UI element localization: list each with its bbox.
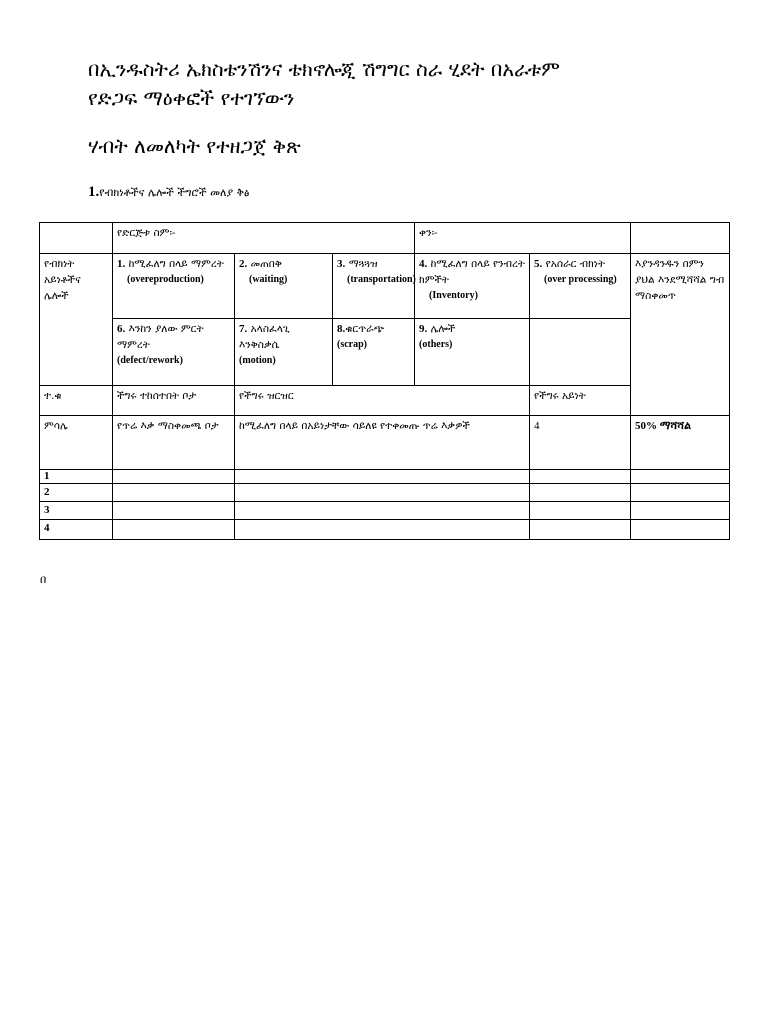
target-cell[interactable] <box>631 520 730 540</box>
col-header-description: የችግሩ ዝርዝር <box>235 386 530 416</box>
waste-english: (over processing) <box>544 274 617 285</box>
waste-num: 8. <box>337 323 346 335</box>
improvement-target-header: እያንዳንዱን በምን ያህል እንደሚሻሻል ግብ ማስቀመጥ <box>631 254 730 416</box>
org-name-field[interactable] <box>113 223 415 254</box>
waste-num: 5. <box>534 258 543 270</box>
waste-type-2 <box>235 254 333 319</box>
waste-types-label: የብክነት አይነቶችና ሌሎች <box>40 254 113 386</box>
row-number: 2 <box>40 484 113 502</box>
blank-cell <box>530 319 631 386</box>
type-cell[interactable] <box>530 484 631 502</box>
waste-amharic: ከሚፈለግ በላይ ማምረት <box>128 258 224 270</box>
section-text: የብክነቶችና ሌሎች ችግሮች መለያ ቅፅ <box>99 186 250 199</box>
waste-type-6 <box>113 319 235 386</box>
type-cell[interactable] <box>530 502 631 520</box>
waste-type-3 <box>333 254 415 319</box>
example-label: ምሳሌ <box>40 416 113 470</box>
waste-amharic: እንከን ያለው ምርት ማምረት <box>117 323 204 351</box>
waste-num: 1. <box>117 258 126 270</box>
location-cell[interactable] <box>113 502 235 520</box>
waste-num: 2. <box>239 258 248 270</box>
section-heading <box>88 184 249 201</box>
waste-amharic: ቁርጥራጭ <box>345 323 385 335</box>
table-row <box>40 502 730 520</box>
target-cell[interactable] <box>631 484 730 502</box>
waste-identification-table <box>39 222 730 540</box>
waste-english: (waiting) <box>249 274 288 285</box>
type-cell[interactable] <box>530 520 631 540</box>
waste-english: (others) <box>419 339 453 350</box>
waste-amharic: ከሚፈለግ በላይ የንብረት ክምችት <box>419 258 525 286</box>
waste-amharic: መጠበቅ <box>250 258 282 270</box>
waste-num: 3. <box>337 258 346 270</box>
location-cell[interactable] <box>113 470 235 484</box>
table-row <box>40 520 730 540</box>
location-cell[interactable] <box>113 484 235 502</box>
waste-num: 6. <box>117 323 126 335</box>
blank-cell <box>40 223 113 254</box>
row-number: 1 <box>40 470 113 484</box>
table-row <box>40 484 730 502</box>
waste-english: (overeproduction) <box>127 274 204 285</box>
waste-english: (motion) <box>239 355 276 366</box>
waste-english: (Inventory) <box>429 290 478 301</box>
org-name-label: የድርጅቱ ስም፡- <box>117 227 176 239</box>
waste-num: 9. <box>419 323 428 335</box>
target-cell[interactable] <box>631 502 730 520</box>
type-cell[interactable] <box>530 470 631 484</box>
waste-type-1 <box>113 254 235 319</box>
row-number: 3 <box>40 502 113 520</box>
date-label: ቀን፡- <box>419 227 438 239</box>
example-description: ከሚፈለግ በላይ በአይነታቸው ሳይለዩ የተቀመጡ ጥሬ እቃዎች <box>235 416 530 470</box>
waste-english: (scrap) <box>337 339 367 350</box>
col-header-type: የችግሩ አይነት <box>530 386 631 416</box>
row-number: 4 <box>40 520 113 540</box>
date-field[interactable] <box>415 223 631 254</box>
waste-num: 4. <box>419 258 428 270</box>
waste-type-9 <box>415 319 530 386</box>
description-cell[interactable] <box>235 502 530 520</box>
footer-text: በ <box>40 573 47 586</box>
document-title-line1: በኢንዱስትሪ ኤክስቴንሽንና ቴክኖሎጂ ሽግግር ስራ ሂደት በአራቱም <box>88 57 560 81</box>
col-header-location: ችግሩ ተከሰተበት ቦታ <box>113 386 235 416</box>
example-target: 50% ማሻሻል <box>631 416 730 470</box>
waste-amharic: የአሰራር ብክነት <box>545 258 606 270</box>
waste-type-5 <box>530 254 631 319</box>
description-cell[interactable] <box>235 520 530 540</box>
blank-cell <box>631 223 730 254</box>
waste-type-8 <box>333 319 415 386</box>
target-cell[interactable] <box>631 470 730 484</box>
waste-amharic: ሌሎች <box>430 323 456 335</box>
waste-amharic: ማጓጓዝ <box>348 258 378 270</box>
document-subtitle: ሃብት ለመለካት የተዘጋጀ ቅጽ <box>88 134 301 158</box>
waste-amharic: አላስፈላጊ እንቅስቃሴ <box>239 323 290 351</box>
section-number: 1. <box>88 184 100 200</box>
document-title-line2: የድጋፍ ማዕቀፎች የተገኘውን <box>88 86 295 110</box>
col-header-no: ተ.ቁ <box>40 386 113 416</box>
waste-english: (transportation) <box>347 274 416 285</box>
waste-num: 7. <box>239 323 248 335</box>
location-cell[interactable] <box>113 520 235 540</box>
example-type: 4 <box>530 416 631 470</box>
waste-type-7 <box>235 319 333 386</box>
description-cell[interactable] <box>235 470 530 484</box>
description-cell[interactable] <box>235 484 530 502</box>
waste-english: (defect/rework) <box>117 355 183 366</box>
example-location: የጥሬ እቃ ማስቀመጫ ቦታ <box>113 416 235 470</box>
table-row <box>40 470 730 484</box>
waste-type-4 <box>415 254 530 319</box>
